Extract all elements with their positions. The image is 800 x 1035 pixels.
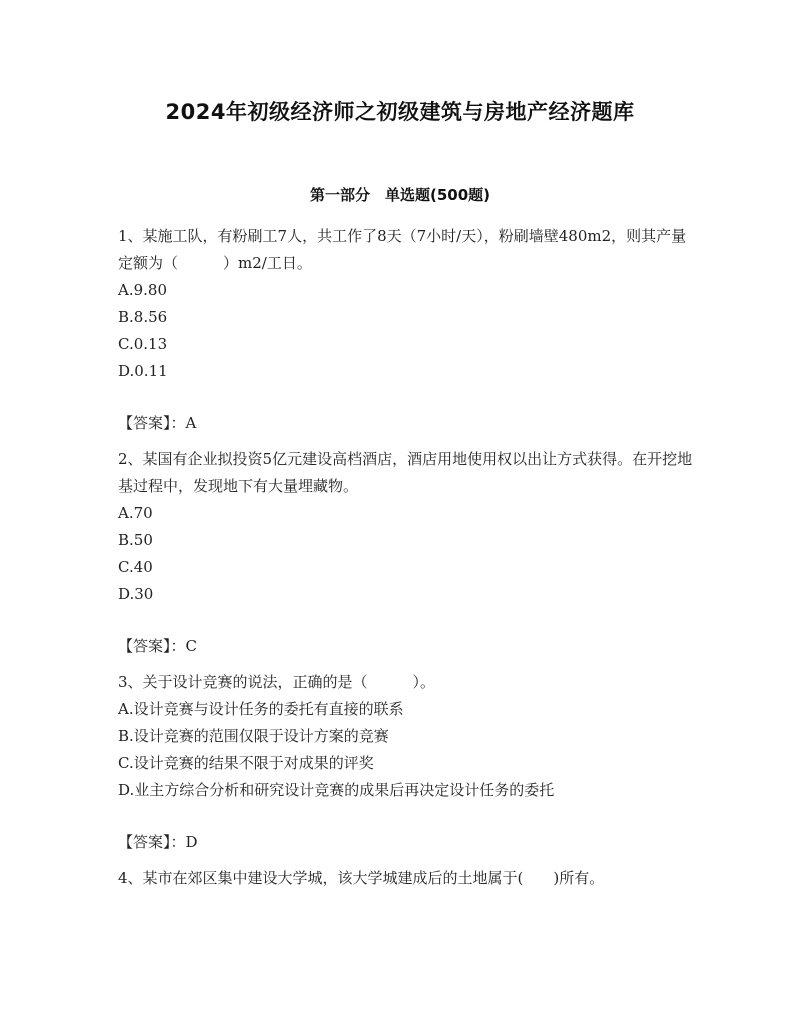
option-a: A.70 (118, 504, 153, 522)
option-d: D.0.11 (118, 362, 168, 380)
question-list (118, 223, 693, 892)
answer-value: C (185, 637, 197, 655)
section-heading: 第一部分 单选题(500题) (309, 186, 491, 204)
answer-value: A (185, 414, 197, 432)
document-title: 2024年初级经济师之初级建筑与房地产经济题库 (165, 100, 635, 124)
answer-value: D (185, 833, 198, 851)
option-b: B.8.56 (118, 308, 168, 326)
option-d: D.30 (118, 585, 154, 603)
answer-label: 【答案】： (118, 414, 186, 432)
option-a: A.9.80 (118, 281, 167, 299)
question-4 (118, 865, 693, 892)
question-text: 4、某市在郊区集中建设大学城，该大学城建成后的土地属于( )所有。 (118, 869, 605, 887)
answer-line (118, 829, 693, 856)
option-b: B.设计竞赛的范围仅限于设计方案的竞赛 (118, 727, 389, 745)
question-text: 1、某施工队，有粉刷工7人，共工作了8天（7小时/天），粉刷墙壁480m2，则其产量定额为（ ）m2/工日。 (118, 227, 687, 272)
question-text: 3、关于设计竞赛的说法，正确的是（ ）。 (118, 673, 436, 691)
question-2 (118, 446, 693, 660)
option-c: C.40 (118, 558, 153, 576)
answer-line (118, 410, 693, 437)
answer-label: 【答案】： (118, 637, 186, 655)
option-d: D.业主方综合分析和研究设计竞赛的成果后再决定设计任务的委托 (118, 781, 555, 799)
question-3 (118, 669, 693, 856)
option-c: C.0.13 (118, 335, 168, 353)
option-a: A.设计竞赛与设计任务的委托有直接的联系 (118, 700, 404, 718)
question-1 (118, 223, 693, 437)
option-b: B.50 (118, 531, 153, 549)
answer-label: 【答案】： (118, 833, 186, 851)
option-c: C.设计竞赛的结果不限于对成果的评奖 (118, 754, 374, 772)
answer-line (118, 633, 693, 660)
question-text: 2、某国有企业拟投资5亿元建设高档酒店，酒店用地使用权以出让方式获得。在开挖地基过程中，发现地下有大量埋藏物。 (118, 450, 693, 495)
